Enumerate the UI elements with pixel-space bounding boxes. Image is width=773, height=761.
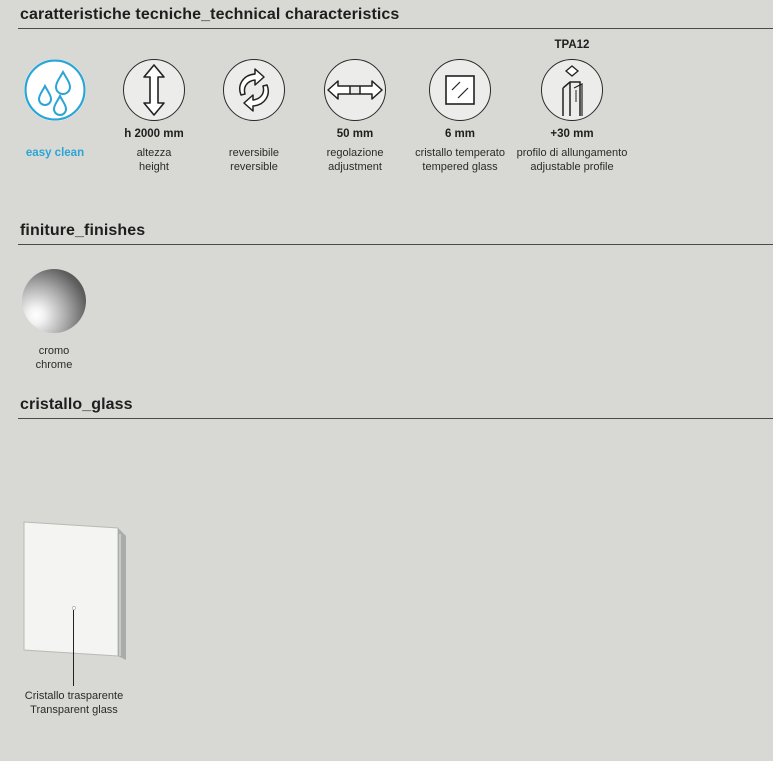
extension-profile-icon: [541, 59, 603, 121]
finish-label: [14, 344, 94, 372]
easy-clean-label: easy clean: [25, 147, 85, 159]
profile-label-en: adjustable profile: [530, 161, 614, 173]
reversible-arrows-icon: [223, 59, 285, 121]
glass-thickness-value: 6 mm: [444, 128, 476, 140]
adjustment-label-en: adjustment: [328, 161, 382, 173]
finish-label-en: chrome: [35, 359, 73, 371]
profile-code: TPA12: [554, 39, 590, 51]
height-value: h 2000 mm: [124, 128, 184, 140]
profile-value: +30 mm: [550, 128, 594, 140]
chrome-swatch: [22, 269, 86, 333]
feature-adjustment: [295, 59, 415, 174]
glass-label-it: cristallo temperato: [415, 147, 505, 159]
glass-pane-icon: [429, 59, 491, 121]
glass-section-title: cristallo_glass: [20, 396, 133, 413]
finishes-section-title: finiture_finishes: [20, 222, 146, 239]
divider: [18, 418, 773, 419]
height-label-en: height: [139, 161, 169, 173]
adjustment-label-it: regolazione: [326, 147, 384, 159]
glass-pointer-line: [73, 610, 74, 686]
divider: [18, 244, 773, 245]
adjustment-value: 50 mm: [336, 128, 374, 140]
profile-label-it: profilo di allungamento: [516, 147, 628, 159]
glass-label-en: tempered glass: [422, 161, 498, 173]
feature-tempered-glass: [400, 59, 520, 174]
glass-label-en: Transparent glass: [30, 704, 118, 716]
glass-label: [14, 689, 134, 717]
finish-label-it: cromo: [38, 345, 70, 357]
reversible-label-en: reversible: [230, 161, 278, 173]
divider: [18, 28, 773, 29]
adjustment-arrows-icon: [324, 59, 386, 121]
glass-sample-image: [22, 520, 128, 660]
height-label-it: altezza: [136, 147, 172, 159]
reversible-label-it: reversibile: [228, 147, 280, 159]
glass-label-it: Cristallo trasparente: [24, 690, 124, 702]
technical-section-title: caratteristiche tecniche_technical characteristics: [20, 6, 400, 23]
water-drops-icon: [23, 58, 87, 122]
height-arrow-icon: [123, 59, 185, 121]
feature-adjustable-profile: [512, 39, 632, 174]
